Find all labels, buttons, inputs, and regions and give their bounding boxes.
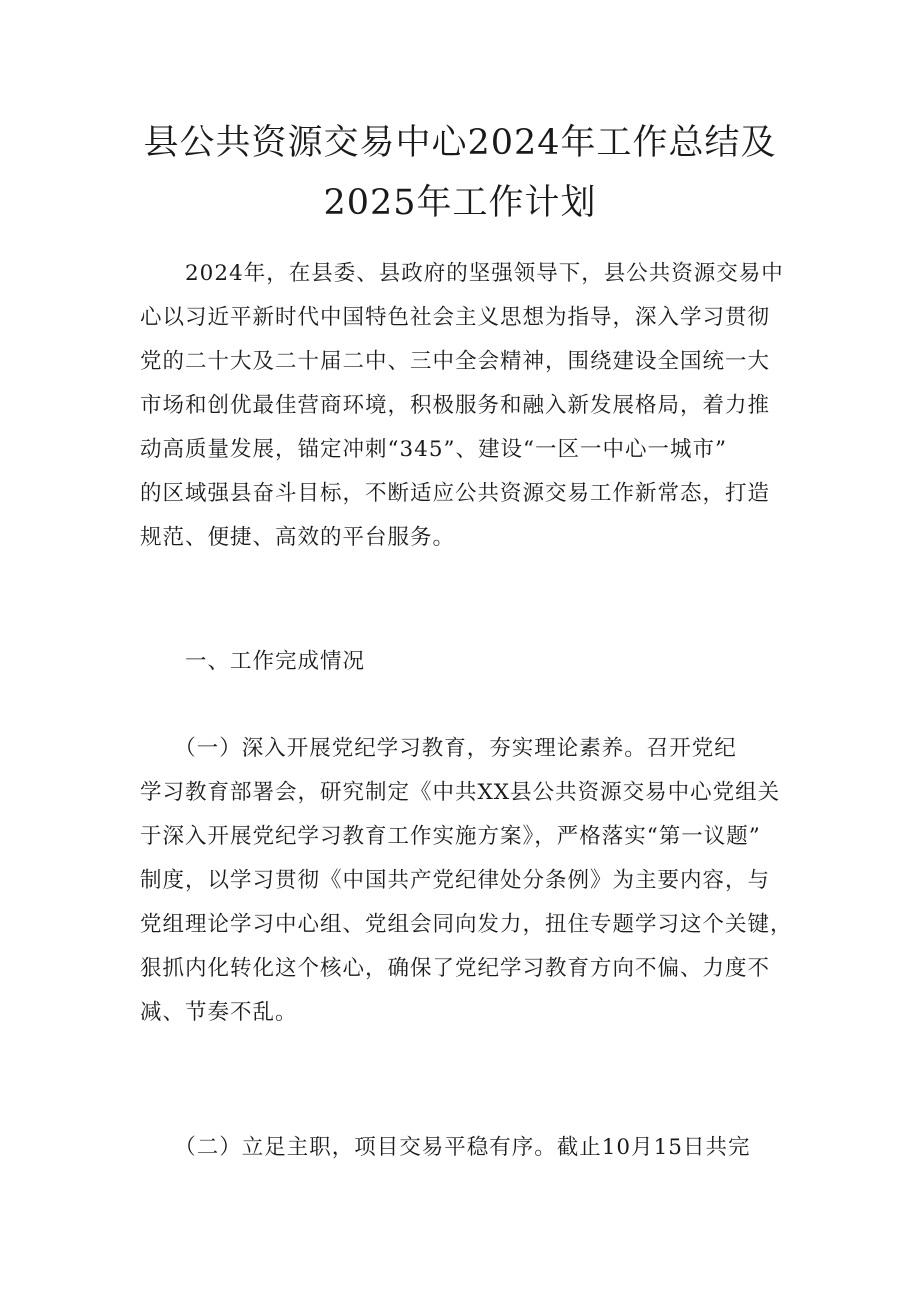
intro-line: 党的二十大及二十届二中、三中全会精神，围绕建设全国统一大	[140, 349, 771, 374]
subsection-1-line: 狠抓内化转化这个核心，确保了党纪学习教育方向不偏、力度不	[140, 956, 771, 981]
subsection-1-line: 于深入开展党纪学习教育工作实施方案》，严格落实“第一议题”	[140, 824, 761, 849]
intro-line: 的区域强县奋斗目标，不断适应公共资源交易工作新常态，打造	[140, 481, 771, 506]
subsection-2-line: （二）立足主职，项目交易平稳有序。截止10月15日共完	[140, 1135, 751, 1160]
subsection-1-line: 减、节奏不乱。	[140, 1000, 298, 1025]
intro-line: 市场和创优最佳营商环境，积极服务和融入新发展格局，着力推	[140, 393, 771, 418]
intro-line: 动高质量发展，锚定冲刺“345”、建设“一区一中心一城市”	[140, 437, 728, 462]
document-title-line-1: 县公共资源交易中心2024年工作总结及	[143, 123, 777, 163]
intro-line: 2024年，在县委、县政府的坚强领导下，县公共资源交易中	[140, 261, 784, 286]
subsection-1-line: （一）深入开展党纪学习教育，夯实理论素养。召开党纪	[140, 736, 737, 761]
subsection-1-line: 学习教育部署会，研究制定《中共XX县公共资源交易中心党组关	[140, 780, 781, 805]
section-heading	[140, 640, 790, 684]
intro-line: 规范、便捷、高效的平台服务。	[140, 525, 456, 550]
intro-paragraph	[140, 252, 790, 560]
subsection-1-paragraph	[140, 727, 793, 1035]
subsection-1-line: 党组理论学习中心组、党组会同向发力，扭住专题学习这个关键，	[140, 912, 793, 937]
subsection-2-paragraph	[140, 1126, 790, 1170]
document-title-line-2: 2025年工作计划	[323, 183, 597, 223]
intro-line: 心以习近平新时代中国特色社会主义思想为指导，深入学习贯彻	[140, 305, 771, 330]
section-heading-text: 一、工作完成情况	[140, 649, 366, 674]
subsection-1-line: 制度，以学习贯彻《中国共产党纪律处分条例》为主要内容，与	[140, 868, 771, 893]
